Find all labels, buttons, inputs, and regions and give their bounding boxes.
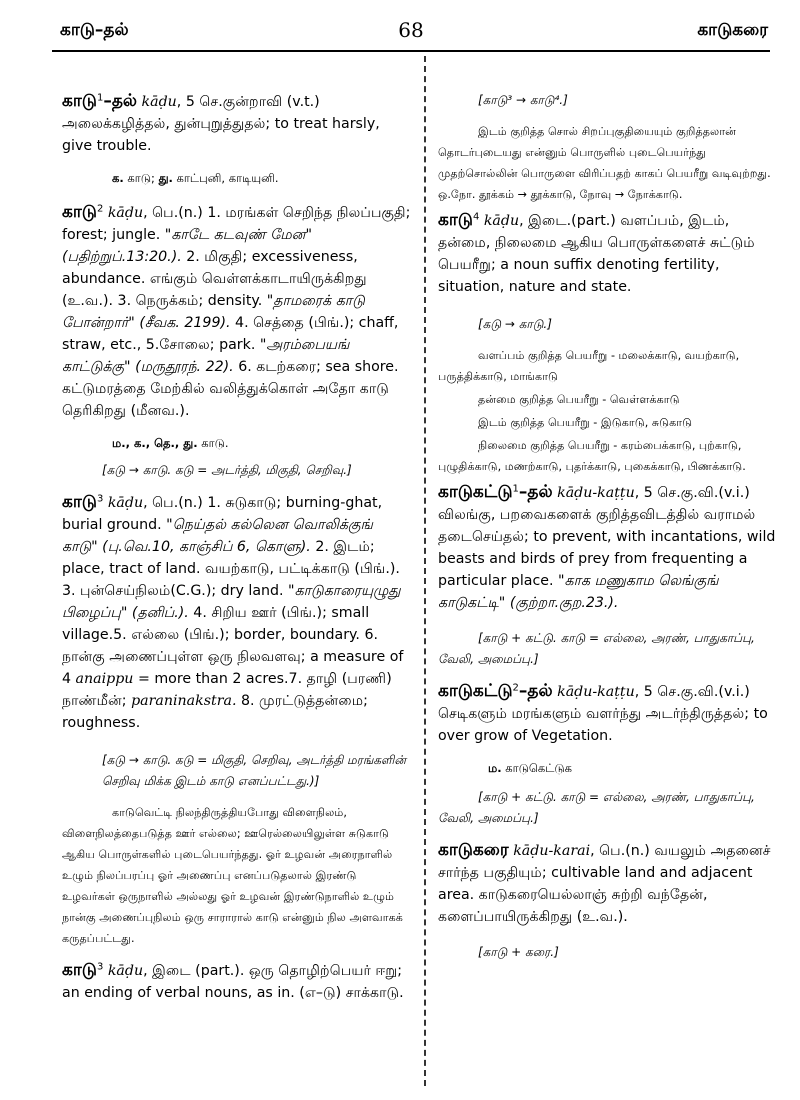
usage-note: இடம் குறித்த சொல் சிறப்புகுதியையும் குறித்தலான் தொடர்புடையது என்னும் பொருளில் புடைபெயர்ந்து முதற்சொல்லின் பொருளை விரிப்பதற் காகப் பெயரீறு வடிவுற்றது. ஒ.நோ. தூக்கம் → தூக்காடு, நோவு → நோக்காடு. — [438, 125, 771, 201]
entry-kadu-3-suffix — [62, 959, 412, 1004]
citation: "காடுகாரையுழுது பிழைப்பு" (தனிப்.). — [62, 583, 401, 621]
citation: "நெய்தல் கல்லென வொலிக்குங் காடு" (பு.வெ.10, காஞ்சிப் 6, கொளு). — [62, 517, 373, 555]
citation: "அரம்பையங் காட்டுக்கு" (மருதூரந். 22). — [62, 337, 350, 375]
term: anaippu — [75, 671, 134, 687]
definition: செடிகளும் மரங்களும் வளர்ந்து அடர்ந்திருத்தல்; to over grow of Vegetation. — [438, 706, 768, 744]
cognates — [112, 171, 412, 187]
definition-part: = more than 2 acres.7. தாழி (பரணி) நாண்மீன்; — [62, 671, 392, 709]
cognate-word: காடு. — [197, 436, 229, 450]
header-right-guide-word: காடுகரை — [697, 20, 768, 40]
headword-superscript: 3 — [96, 961, 104, 973]
usage-note: இடம் குறித்த பெயரீறு - இடுகாடு, சுடுகாடு — [478, 416, 693, 429]
term: paraninakstra. — [131, 693, 237, 709]
left-column — [62, 92, 412, 1004]
entry-kadu-4 — [438, 209, 776, 298]
definition: விலங்கு, பறவைகளைக் குறித்தவிடத்தில் வராமல் தடைசெய்தல்; to prevent, with incantations, wild beasts and birds of prey from frequenting a particular place. — [438, 507, 776, 589]
header-rule — [52, 50, 770, 52]
cognate-label: ம., க., தெ., து. — [112, 436, 198, 450]
headword: காடு — [62, 202, 97, 222]
citation: "தாமரைக் காடு போன்றார்" (சீவக. 2199). — [62, 293, 365, 331]
headword: காடு — [438, 210, 473, 230]
transliteration: kāḍu — [107, 963, 144, 979]
definition: , பெ.(n.) வயலும் அதனைச் சார்ந்த பகுதியும்; cultivable land and adjacent area. காடுகரையெல்லாஞ் சுற்றி வந்தேன், களைப்பாயிருக்கிறது (உ.வ.). — [438, 843, 771, 925]
definition-part: 8. முரட்டுத்தன்மை; roughness. — [62, 693, 368, 731]
usage-note: காடுவெட்டி நிலந்திருத்தியபோது விளைநிலம், விளைநிலத்தைபடுத்த ஊர் எல்லை; ஊரெல்லையிலுள்ள சுடுகாடு ஆகிய பொருள்களில் புடைபெயர்ந்தது. ஓர் உழவன் அரைநாளில் உழும் நிலப்பரப்பு ஓர் அணைப்பு எனப்படுதலால் இரண்டு உழவர்கள் ஒருநாளில் அல்லது ஓர் உழவன் இரண்டுநாளில் உழும் நான்கு அணைப்புநிலம் ஒரு சாராரால் காடு என்னும் நில அளவாகக் கருதப்பட்டது. — [62, 806, 403, 945]
cognate-word: காடு; — [123, 171, 159, 185]
usage-note: தன்மை குறித்த பெயரீறு - வெள்ளக்காடு — [478, 393, 680, 406]
entry-kadukarai — [438, 839, 776, 928]
definition-part: , பெ.(n.) 1. சுடுகாடு; burning-ghat, burial ground. — [62, 495, 383, 533]
cognate-label: து. — [158, 171, 173, 185]
definition: , இடை (part.). ஒரு தொழிற்பெயர் ஈறு; an ending of verbal nouns, as in. (எ–டு) சாக்காடு. — [62, 963, 404, 1001]
cognates — [488, 761, 776, 777]
headword-superscript: 2 — [512, 682, 519, 694]
headword-superscript: 2 — [96, 203, 104, 215]
transliteration: kāḍu-karai — [513, 843, 591, 859]
definition-part: 6. கடற்கரை; sea shore. கட்டுமரத்தை மேற்கில் வலித்துக்கொள் அதோ காடு தெரிகிறது (மீனவ.). — [62, 359, 399, 419]
etymology: [காடு + கரை.] — [478, 945, 559, 959]
transliteration: kāḍu — [107, 205, 144, 221]
header-left-guide-word: காடு–தல் — [60, 20, 129, 40]
etymology: [காடு³ → காடு⁴.] — [478, 93, 568, 107]
definition-part: 4. செத்தை (பிங்.); chaff, straw, etc., 5.சோலை; park. — [62, 315, 399, 353]
headword-suffix: –தல் — [518, 482, 553, 502]
definition-part: 4. சிறிய ஊர் (பிங்.); small village.5. எல்லை (பிங்.); border, boundary. 6. நான்கு அணைப்புள்ள ஒரு நிலவளவு; a measure of 4 — [62, 605, 404, 687]
definition-part: 2. மிகுதி; excessiveness, abundance. எங்கும் வெள்ளக்காடாயிருக்கிறது (உ.வ.). 3. நெருக்கம்; density. — [62, 249, 367, 309]
headword: காடுகட்டு — [438, 482, 513, 502]
etymology: [கடு → காடு. கடு = அடர்த்தி, மிகுதி, செறிவு.] — [102, 463, 352, 477]
cognates — [112, 436, 412, 452]
right-column — [438, 92, 776, 963]
etymology: [கடு → காடு.] — [478, 317, 552, 331]
cognate-label: ம. — [488, 761, 502, 775]
grammar: , 5 செ.கு.வி.(v.i.) — [634, 684, 750, 700]
definition-part: 2. இடம்; place, tract of land. வயற்காடு, பட்டிக்காடு (பிங்.). 3. புன்செய்நிலம்(C.G.); dry land. — [62, 539, 400, 599]
headword: காடுகரை — [438, 840, 509, 860]
transliteration: kāḍu — [141, 94, 177, 110]
transliteration: kāḍu — [107, 495, 144, 511]
citation: "காடே கடவுண் மேன" (பதிற்றுப்.13:20.). — [62, 227, 312, 265]
headword: காடு — [62, 91, 97, 111]
etymology: [காடு + கட்டு. காடு = எல்லை, அரண், பாதுகாப்பு, வேலி, அமைப்பு.] — [438, 790, 755, 825]
grammar: , 5 செ.கு.வி.(v.i.) — [634, 485, 750, 501]
definition: , இடை.(part.) வளப்பம், இடம், தன்மை, நிலைமை ஆகிய பொருள்களைச் சுட்டும் பெயரீறு; a noun suffix denoting fertility, situation, nature and state. — [438, 213, 755, 295]
cognate-word: காட்புனி, காடியுனி. — [172, 171, 279, 185]
definition-part: , பெ.(n.) 1. மரங்கள் செறிந்த நிலப்பகுதி; forest; jungle. — [62, 205, 411, 243]
headword-superscript: 4 — [472, 211, 480, 223]
etymology: [கடு → காடு. கடு = மிகுதி, செறிவு, அடர்த்தி மரங்களின் செறிவு மிக்க இடம் காடு எனப்பட்டது.)] — [102, 753, 406, 788]
entry-kadu-2 — [62, 201, 412, 422]
definition: அலைக்கழித்தல், துன்புறுத்துதல்; to treat harsly, give trouble. — [62, 116, 380, 154]
page-number: 68 — [398, 18, 424, 42]
etymology: [காடு + கட்டு. காடு = எல்லை, அரண், பாதுகாப்பு, வேலி, அமைப்பு.] — [438, 631, 755, 666]
transliteration: kāḍu-kaṭṭu — [557, 684, 635, 700]
page-header — [52, 12, 770, 56]
grammar: , 5 செ.குன்றாவி (v.t.) — [176, 94, 320, 110]
headword: காடு — [62, 960, 97, 980]
headword-superscript: 1 — [512, 483, 519, 495]
transliteration: kāḍu — [483, 213, 520, 229]
headword: காடு — [62, 492, 97, 512]
headword-suffix: –தல் — [518, 681, 553, 701]
entry-kadu-1 — [62, 90, 412, 157]
headword-superscript: 3 — [96, 493, 104, 505]
headword-superscript: 1 — [96, 92, 104, 104]
usage-note: வளப்பம் குறித்த பெயரீறு - மலைக்காடு, வயற்காடு, பருத்திக்காடு, மாங்காடு — [438, 349, 740, 383]
headword: காடுகட்டு — [438, 681, 513, 701]
cognate-word: காடுகெட்டுக — [501, 761, 572, 775]
cognate-label: க. — [112, 171, 124, 185]
entry-kadu-3 — [62, 491, 412, 734]
column-divider — [424, 56, 426, 1086]
entry-kadukattu-2 — [438, 680, 776, 747]
citation: "காக மணுகாம லெங்குங் காடுகட்டி" (குற்றா.குற.23.). — [438, 573, 719, 611]
entry-kadukattu-1 — [438, 481, 776, 614]
headword-suffix: –தல் — [103, 91, 137, 111]
transliteration: kāḍu-kaṭṭu — [557, 485, 635, 501]
usage-note: நிலைமை குறித்த பெயரீறு - கரம்பைக்காடு, புற்காடு, புழுதிக்காடு, மணற்காடு, புதர்க்காடு, புகைக்காடு, பிணக்காடு. — [438, 439, 746, 473]
